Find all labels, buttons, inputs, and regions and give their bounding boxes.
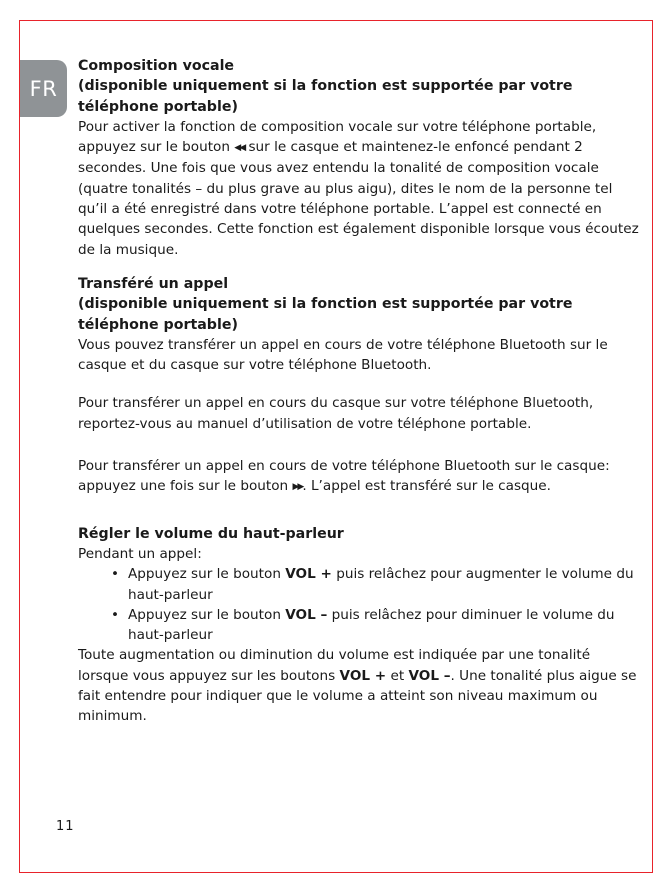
body-text: sur le casque et maintenez-le enfoncé pendant 2 secondes. Une fois que vous avez entendu la tonalité de composition vocale (quatre tonalités – du plus grave au plus aigu), dites le nom de la personne tel qu’il a été enregistré dans votre téléphone portable. L’appel est connecté en quelques secondes. Cette fonction est également disponible lorsque vous écoutez de la musique. <box>78 139 639 258</box>
list-item <box>111 564 644 605</box>
vol-down-key: VOL – <box>408 667 451 684</box>
vol-up-key: VOL + <box>285 566 332 583</box>
body-text: puis relâchez pour augmenter le volume du haut-parleur <box>128 566 634 603</box>
paragraph <box>78 456 644 498</box>
body-text: puis relâchez pour diminuer le volume du haut-parleur <box>128 606 615 644</box>
body-text: Appuyez sur le bouton <box>128 606 286 623</box>
body-text: Pour transférer un appel en cours de votre téléphone Bluetooth sur le casque: appuyez une fois sur le bouton <box>78 458 610 495</box>
intro-text: Pendant un appel: <box>78 545 202 562</box>
section-call-transfer <box>78 274 644 498</box>
vol-up-key: VOL + <box>339 667 387 684</box>
paragraph: Vous pouvez transférer un appel en cours de votre téléphone Bluetooth sur le casque et du casque sur votre téléphone Bluetooth. <box>78 336 608 374</box>
paragraph <box>78 645 644 726</box>
list-item <box>111 605 644 646</box>
body-text: . L’appel est transféré sur le casque. <box>302 478 551 495</box>
language-code: FR <box>29 76 58 101</box>
section-subtitle: (disponible uniquement si la fonction est supportée par votre téléphone portable) <box>78 78 573 115</box>
forward-icon: ▶▶ <box>292 482 303 493</box>
section-title: Transféré un appel <box>78 275 229 292</box>
section-title: Régler le volume du haut-parleur <box>78 525 344 542</box>
rewind-icon: ◀◀ <box>234 143 245 154</box>
body-text: . Une tonalité plus aigue se fait entendre pour indiquer que le volume a atteint son niveau maximum ou minimum. <box>78 667 637 725</box>
section-speaker-volume <box>78 524 644 727</box>
section-subtitle: (disponible uniquement si la fonction est supportée par votre téléphone portable) <box>78 296 573 333</box>
section-body <box>78 117 644 260</box>
manual-content <box>78 56 644 727</box>
bullet-list <box>78 564 644 645</box>
body-text: Pour activer la fonction de composition vocale sur votre téléphone portable, appuyez sur le bouton <box>78 118 597 156</box>
vol-down-key: VOL – <box>285 606 328 623</box>
page-number: 11 <box>56 819 75 834</box>
paragraph: Pour transférer un appel en cours du casque sur votre téléphone Bluetooth, reportez-vous au manuel d’utilisation de votre téléphone portable. <box>78 395 594 432</box>
language-tab <box>20 60 67 117</box>
bullet-dot: • <box>111 606 120 623</box>
section-voice-dialing <box>78 56 644 260</box>
body-text: et <box>386 667 409 684</box>
body-text: Toute augmentation ou diminution du volume est indiquée par une tonalité lorsque vous appuyez sur les boutons <box>78 647 591 684</box>
bullet-dot: • <box>111 566 120 583</box>
body-text: Appuyez sur le bouton <box>128 566 286 583</box>
section-title: Composition vocale <box>78 58 235 74</box>
